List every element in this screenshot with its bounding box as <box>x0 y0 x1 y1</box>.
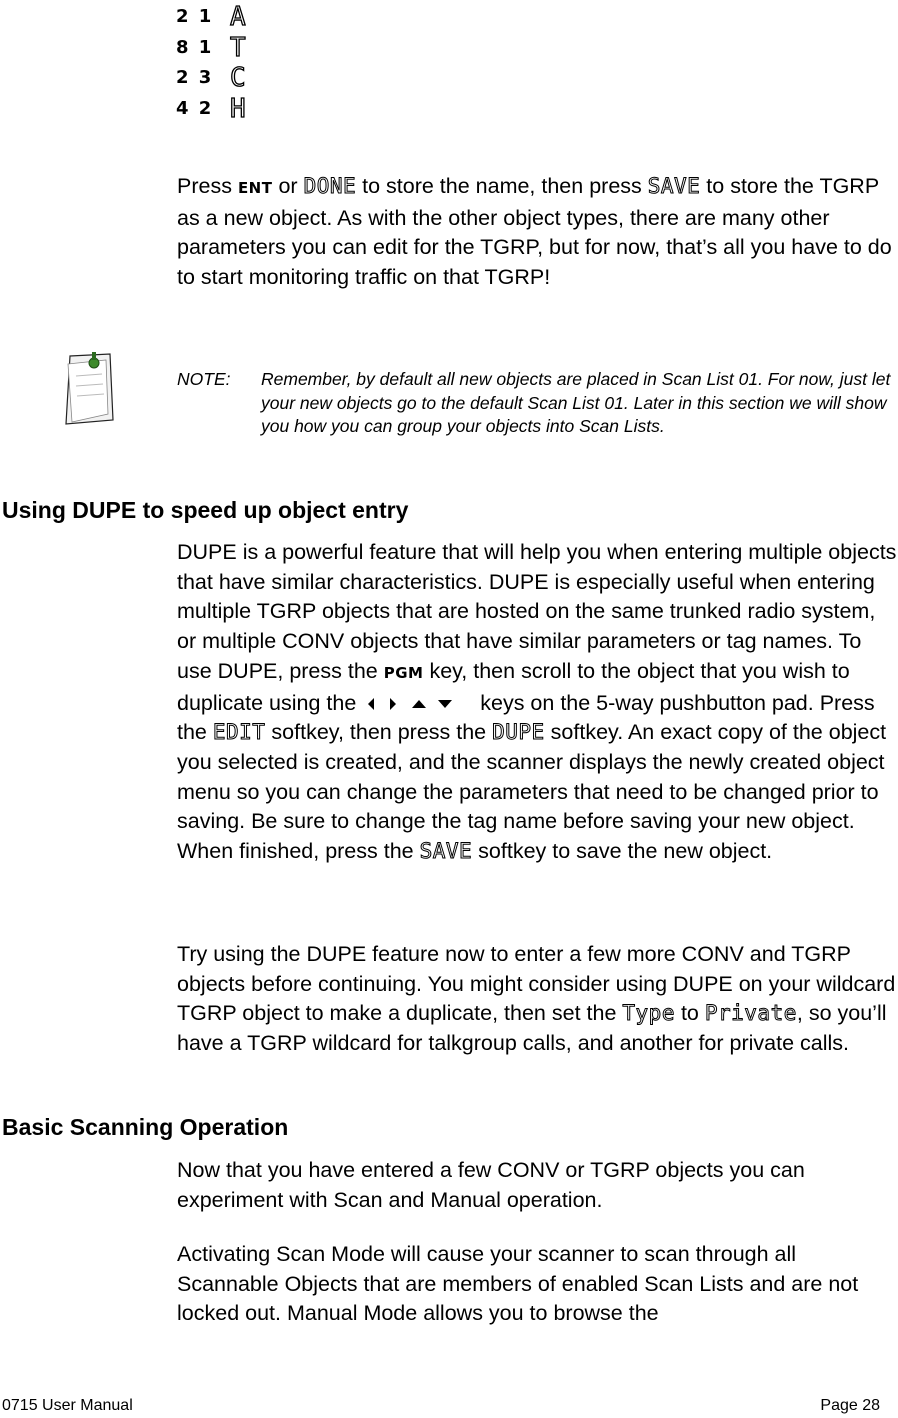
keypad-char: C <box>230 63 246 93</box>
note-label: NOTE: <box>177 369 231 389</box>
keypad-char: H <box>230 94 246 124</box>
intro-paragraph: Press ENT or DONE to store the name, then press SAVE to store the TGRP as a new object. As with the other object types, there are many other parameters you can edit for the TGRP, but for now, that’s all you have to do to start monitoring traffic on that TGRP! <box>177 174 892 290</box>
dupe-softkey: DUPE <box>492 720 545 745</box>
section-heading-scanning: Basic Scanning Operation <box>2 1114 289 1140</box>
pgm-key: PGM <box>383 663 424 682</box>
keypad-keys: 2 3 <box>176 67 214 88</box>
section-heading-dupe: Using DUPE to speed up object entry <box>2 497 409 523</box>
keypad-keys: 2 1 <box>176 6 214 27</box>
dupe-tip-paragraph: Try using the DUPE feature now to enter a few more CONV and TGRP objects before continuing. You might consider using DUPE on your wildcard TGRP object to make a duplicate, then set the Type to Private, so you’ll have a TGRP wildcard for talkgroup calls, and another for private calls. <box>177 942 896 1056</box>
scanning-paragraph-2: Activating Scan Mode will cause your scanner to scan through all Scannable Objects that are members of enabled Scan Lists and are not locked out. Manual Mode allows you to browse the <box>177 1242 859 1326</box>
navigation-arrows-icon <box>366 696 470 712</box>
edit-softkey: EDIT <box>212 720 266 745</box>
note-text: Remember, by default all new objects are placed in Scan List 01. For now, just let your new objects go to the default Scan List 01. Later in this section we will show you how you can group your objects into Scan Lists. <box>261 369 891 436</box>
keypad-keys: 8 1 <box>176 37 214 58</box>
private-value: Private <box>704 1001 797 1026</box>
save-softkey: SAVE <box>419 839 473 864</box>
note-icon <box>58 350 122 428</box>
dupe-paragraph: DUPE is a powerful feature that will help you when entering multiple objects that have similar characteristics. DUPE is especially useful when entering multiple TGRP objects that are hosted on the same trunked radio system, or multiple CONV objects that have similar parameters or tag names. To use DUPE, press the PGM key, then scroll to the object that you wish to duplicate using the keys on the 5-way pushbutton pad. Press the EDIT softkey, then press the DUPE softkey. An exact copy of the object you selected is created, and the scanner displays the newly created object menu so you can change the parameters that need to be changed prior to saving. Be sure to change the tag name before saving your new object. When finished, press the SAVE softkey to save the new object. <box>177 540 897 864</box>
scanning-paragraph-1: Now that you have entered a few CONV or TGRP objects you can experiment with Scan and Manual operation. <box>177 1158 805 1212</box>
keypad-char: T <box>230 33 246 63</box>
save-softkey: SAVE <box>647 174 701 198</box>
page-number: Page 28 <box>820 1397 880 1414</box>
done-softkey: DONE <box>303 174 357 198</box>
footer-title: 0715 User Manual <box>2 1397 133 1414</box>
type-field: Type <box>622 1001 675 1026</box>
keypad-keys: 4 2 <box>176 98 214 119</box>
ent-key: ENT <box>237 179 273 197</box>
keypad-char: A <box>230 2 246 32</box>
